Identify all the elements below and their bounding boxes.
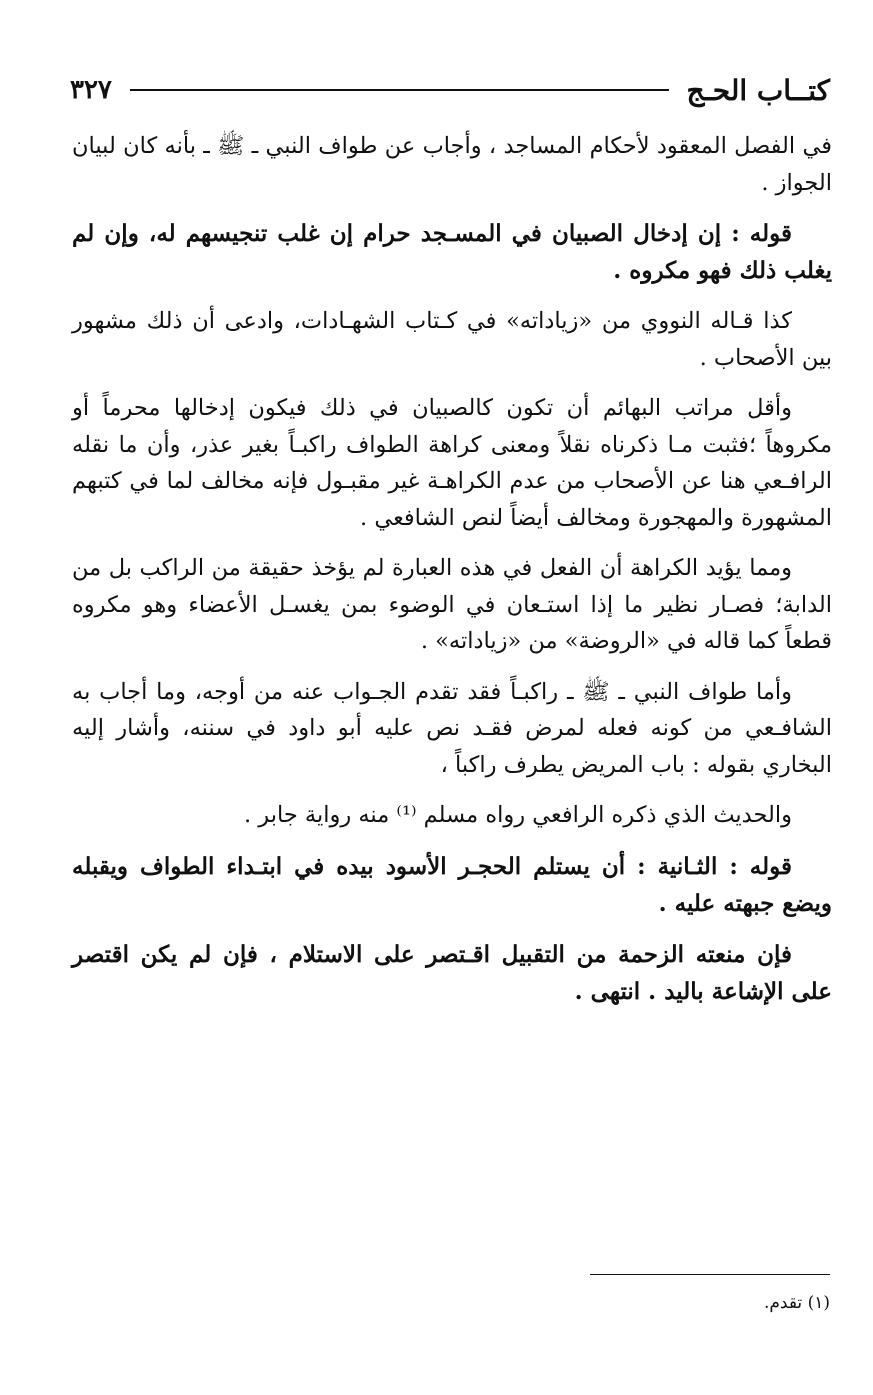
chapter-title: كتــاب الحـج [686, 73, 830, 107]
page-number: ٣٢٧ [70, 75, 112, 105]
quoted-statement-1: قوله : إن إدخال الصبيان في المسـجد حرام إن غلب تنجيسهم له، وإن لم يغلب ذلك فهو مكروه . [72, 220, 832, 284]
paragraph-1: في الفصل المعقود لأحكام المساجد ، وأجاب عن طواف النبي ـ ﷺ ـ بأنه كان لبيان الجواز . [72, 133, 832, 196]
footnote: (١) تقدم. [763, 1293, 830, 1313]
paragraph-5: وأما طواف النبي ـ ﷺ ـ راكبـاً فقد تقدم الجـواب عنه من أوجه، وما أجاب به الشافـعي من كونه فعله لمرض فقـد نص عليه أبو داود في سننه، وأشار إليه البخاري بقوله : باب المريض يطرف راكباً ، [72, 678, 832, 778]
footnote-rule [590, 1274, 830, 1275]
paragraph-3: وأقل مراتب البهائم أن تكون كالصبيان في ذلك فيكون إدخالها محرماً أو مكروهاً ؛فثبت مـا ذكرناه نقلاً ومعنى كراهة الطواف راكبـاً بغير عذر، وأن ما نقله الرافـعي هنا عن الأصحاب من عدم الكراهـة غير مقبـول فإنه مخالف لما في كتبهم المشهورة والمهجورة ومخالف أيضاً لنص الشافعي . [72, 395, 832, 531]
paragraph-2: كذا قـاله النووي من «زياداته» في كـتاب الشهـادات، وادعى أن ذلك مشهور بين الأصحاب . [72, 308, 832, 371]
page-body [72, 128, 832, 1024]
running-header [70, 68, 830, 112]
paragraph-6: والحديث الذي ذكره الرافعي رواه مسلم ⁽¹⁾ منه رواية جابر . [243, 802, 792, 828]
paragraph-4: ومما يؤيد الكراهة أن الفعل في هذه العبارة لم يؤخذ حقيقة من الراكب بل من الدابة؛ فصـار نظير ما إذا استـعان في الوضوء بمن يغسـل الأعضاء وهو مكروه قطعاً كما قاله في «الروضة» من «زياداته» . [72, 555, 832, 654]
quoted-statement-2: قوله : الثـانية : أن يستلم الحجـر الأسود بيده في ابتـداء الطواف ويقبله ويضع جبهته عليه . [72, 852, 832, 917]
quoted-statement-3: فإن منعته الزحمة من التقبيل اقـتصر على الاستلام ، فإن لم يكن اقتصر على الإشاعة باليد . انتهى . [72, 940, 832, 1005]
header-rule [130, 89, 669, 91]
